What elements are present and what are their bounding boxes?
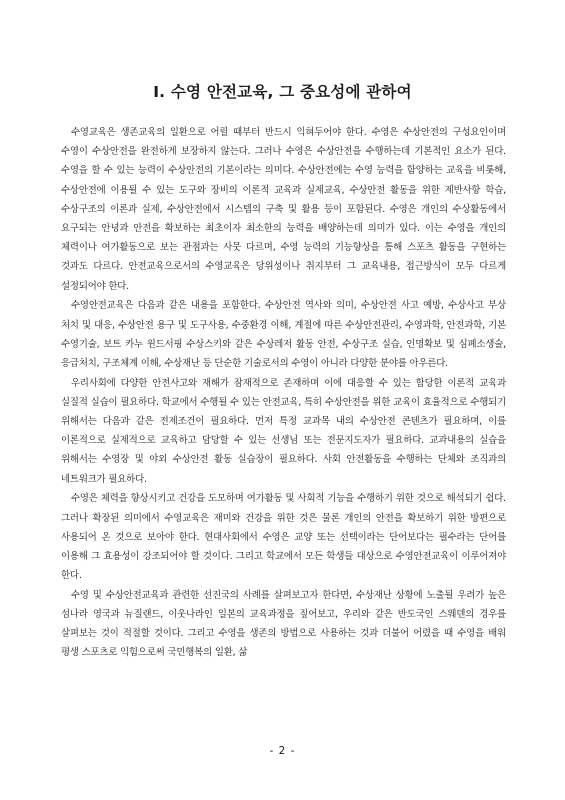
body-text [61,123,506,663]
section-title: Ⅰ. 수영 안전교육, 그 중요성에 관하여 [153,83,412,101]
paragraph-3: 우리사회에 다양한 안전사고와 재해가 잠재적으로 존재하며 이에 대응할 수 있는 합당한 이론적 교육과 실질적 실습이 필요하다. 학교에서 수행될 수 있는 안전교육, 특히 수상안전을 위한 교육이 효율적으로 수행되기 위해서는 다음과 같은 전제조건이 필요하다. 먼저 특정 교과목 내의 수상안전 콘텐츠가 필요하며, 이를 이론적으로 실제적으로 교육하고 담당할 수 있는 선생님 또는 전문지도자가 필요하다. 교과내용의 실습을 위해서는 수영장 및 야외 수상안전 활동 실습장이 필요하다. 사회 안전활동을 수행하는 단체와 조직과의 네트워크가 필요하다. [61,377,506,485]
paragraph-2: 수영안전교육은 다음과 같은 내용을 포함한다. 수상안전 역사와 의미, 수상안전 사고 예방, 수상사고 부상 처치 및 대응, 수상안전 용구 및 도구사용, 수중환경 이해, 계절에 따른 수상안전관리, 수영과학, 안전과학, 기본 수영기술, 보트 카누 윈드서핑 수상스키와 같은 수상레저 활동 안전, 수상구조 실습, 인명확보 및 심폐소생술, 응급처치, 구조체계 이해, 수상재난 등 단순한 기술로서의 수영이 아니라 다양한 분야를 아우른다. [61,300,506,369]
paragraph-5: 수영 및 수상안전교육과 관련한 선진국의 사례를 살펴보고자 한다면, 수상재난 상황에 노출될 우려가 높은 섬나라 영국과 뉴질랜드, 이웃나라인 일본의 교육과정을 짚어보고, 우리와 같은 반도국인 스웨덴의 경우를 살펴보는 것이 적절할 것이다. 그리고 수영을 생존의 방법으로 사용하는 것과 더불어 어렸을 때 수영을 배워 평생 스포츠로 익힘으로써 국민행복의 일환, 삶 [61,589,506,659]
paragraph-1: 수영교육은 생존교육의 일환으로 어릴 때부터 반드시 익혀두어야 한다. 수영은 수상안전의 구성요인이며 수영이 수상안전을 완전하게 보장하지 않는다. 그러나 수영은 수상안전을 수행하는데 기본적인 요소가 된다. 수영을 할 수 있는 능력이 수상안전의 기본이라는 의미다. 수상안전에는 수영 능력을 함양하는 교육을 비롯해, 수상안전에 이용될 수 있는 도구와 장비의 이론적 교육과 실제교육, 수상안전 활동을 위한 제반사항 학습, 수상구조의 이론과 실제, 수상안전에서 시스템의 구축 및 활용 등이 포함된다. 수영은 개인의 수상활동에서 요구되는 안녕과 안전을 확보하는 최초이자 최소한의 능력을 배양하는데 의미가 있다. 이는 수영을 개인의 체력이나 여가활동으로 보는 관점과는 사뭇 다르며, 수영 능력의 기능향상을 통해 스포츠 활동을 구현하는 것과도 다르다. 안전교육으로서의 수영교육은 당위성이나 취지부터 그 교육내용, 접근방식이 모두 다르게 설정되어야 한다. [61,127,506,292]
page-number: - 2 - [269,745,296,757]
paragraph-4: 수영은 체력을 향상시키고 건강을 도모하며 여가활동 및 사회적 기능을 수행하기 위한 것으로 해석되기 쉽다. 그러나 확장된 의미에서 수영교육은 재미와 건강을 위한 것은 물론 개인의 안전을 확보하기 위한 방편으로 사용되어 온 것으로 보아야 한다. 현대사회에서 수영은 교양 또는 선택이라는 단어보다는 필수라는 단어를 이용해 그 효용성이 강조되어야 할 것이다. 그리고 학교에서 모든 학생들 대상으로 수영안전교육이 이루어져야 한다. [61,493,506,582]
